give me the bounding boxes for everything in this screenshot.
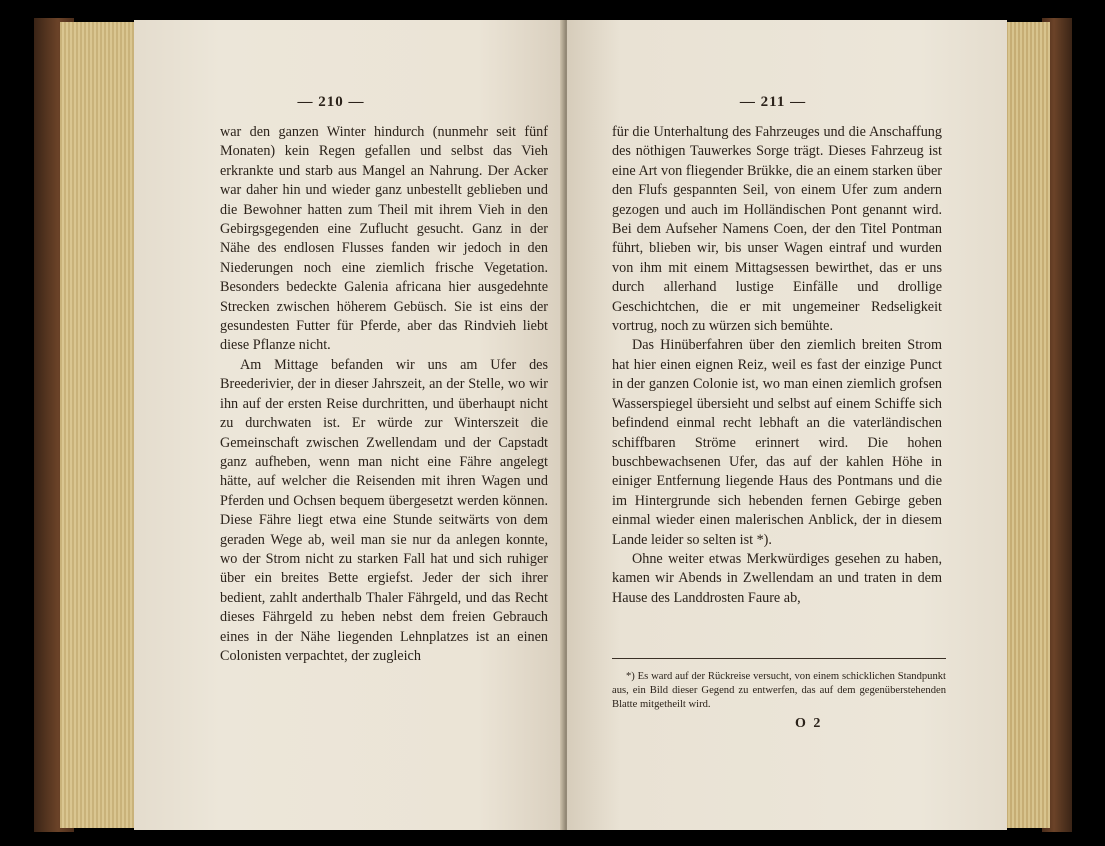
paragraph: war den ganzen Winter hindurch (nunmehr seit fünf Monaten) kein Regen gefallen und selbst das Vieh erkrankte und starb aus Mangel an Nahrung. Der Acker war daher hin und wieder ganz unbestellt geblieben und die Bewohner hatten zum Theil mit ihrem Vieh in den Gebirgsgegenden eine Zuflucht gesucht. Ganz in der Nähe des endlosen Flusses fanden wir jedoch in den Niederungen noch eine ziemlich frische Vegetation. Besonders bedeckte Galenia africana hier ausgedehnte Strecken zwischen höherem Gebüsch. Sie ist eins der gesundesten Futter für Pferde, aber das Rindvieh liebt diese Pflanze nicht. — [220, 124, 548, 354]
signature-mark: O 2 — [795, 716, 823, 731]
left-page-edges — [60, 22, 138, 828]
footnote-divider — [612, 658, 946, 659]
paragraph: Ohne weiter etwas Merkwürdiges gesehen zu haben, kamen wir Abends in Zwellendam an und traten in dem Hause des Landdrosten Faure ab, — [612, 550, 942, 606]
paragraph: Das Hinüberfahren über den ziemlich breiten Strom hat hier einen eignen Reiz, weil es fast der einzige Punct in der ganzen Colonie ist, wo man einen ziemlich grofsen Wasserspiegel übersieht und selbst auf einem Schiffe sich befindend einmal recht lebhaft an die vaterländischen schiffbaren Ströme erinnert wird. Die hohen buschbewachsenen Ufer, das auf der kahlen Höhe in einiger Entfernung liegende Haus des Pontmans und die im Hintergrunde sich hebenden fernen Gebirge geben einmal wieder einen malerischen Anblick, der in diesem Lande leider so selten ist *). — [612, 337, 942, 548]
right-page-edges — [1004, 22, 1050, 828]
open-book — [34, 18, 1072, 832]
right-page — [567, 20, 1007, 830]
footnote: *) Es ward auf der Rückreise versucht, von einem schicklichen Standpunkt aus, ein Bild dieser Gegend zu entwerfen, das auf dem gegenüberstehenden Blatte mitgetheilt wird. — [612, 671, 946, 710]
left-page-body — [220, 123, 548, 666]
right-page-body — [612, 123, 942, 608]
paragraph: für die Unterhaltung des Fahrzeuges und die Anschaffung des nöthigen Tauwerkes Sorge trägt. Dieses Fahrzeug ist eine Art von fliegender Brükke, die an einem starken über den Flufs gespannten Seil, von einem Ufer zum andern gezogen und auch im Holländischen Pont genannt wird. Bei dem Aufseher Namens Coen, der den Titel Pontman führt, blieben wir, bis unser Wagen eintraf und wurden von ihm mit einem Mittagsessen bewirthet, das er uns durch allerhand lustige Einfälle und drollige Geschichtchen, die er mit ungemeiner Redseligkeit vortrug, noch zu würzen sich bemühte. — [612, 124, 942, 335]
paragraph: Am Mittage befanden wir uns am Ufer des Breederivier, der in dieser Jahrszeit, an der Stelle, wo wir ihn auf der ersten Reise durchritten, und überhaupt nicht zu durchwaten ist. Er würde zur Winterszeit die Gemeinschaft zwischen Zwellendam und der Capstadt ganz aufheben, wenn man nicht eine Fähre angelegt hätte, auf welcher die Reisenden mit ihren Wagen und Pferden und Ochsen bequem übergesetzt werden können. Diese Fähre liegt etwa eine Stunde seitwärts von dem geraden Wege ab, weil man sie nur da anlegen konnte, wo der Strom nicht zu starken Fall hat und sich ruhiger über ein breites Bette ergiefst. Jeder der sich ihrer bedient, zahlt anderthalb Thaler Fährgeld, und das Recht dieses Fährgeld zu heben nebst dem freien Gebrauch eines in der Nähe liegenden Lehnplatzes ist an einen Colonisten verpachtet, der zugleich — [220, 356, 548, 664]
left-page — [134, 20, 564, 830]
page-number-211: — 211 — — [739, 94, 807, 110]
page-number-210: — 210 — — [297, 94, 365, 110]
